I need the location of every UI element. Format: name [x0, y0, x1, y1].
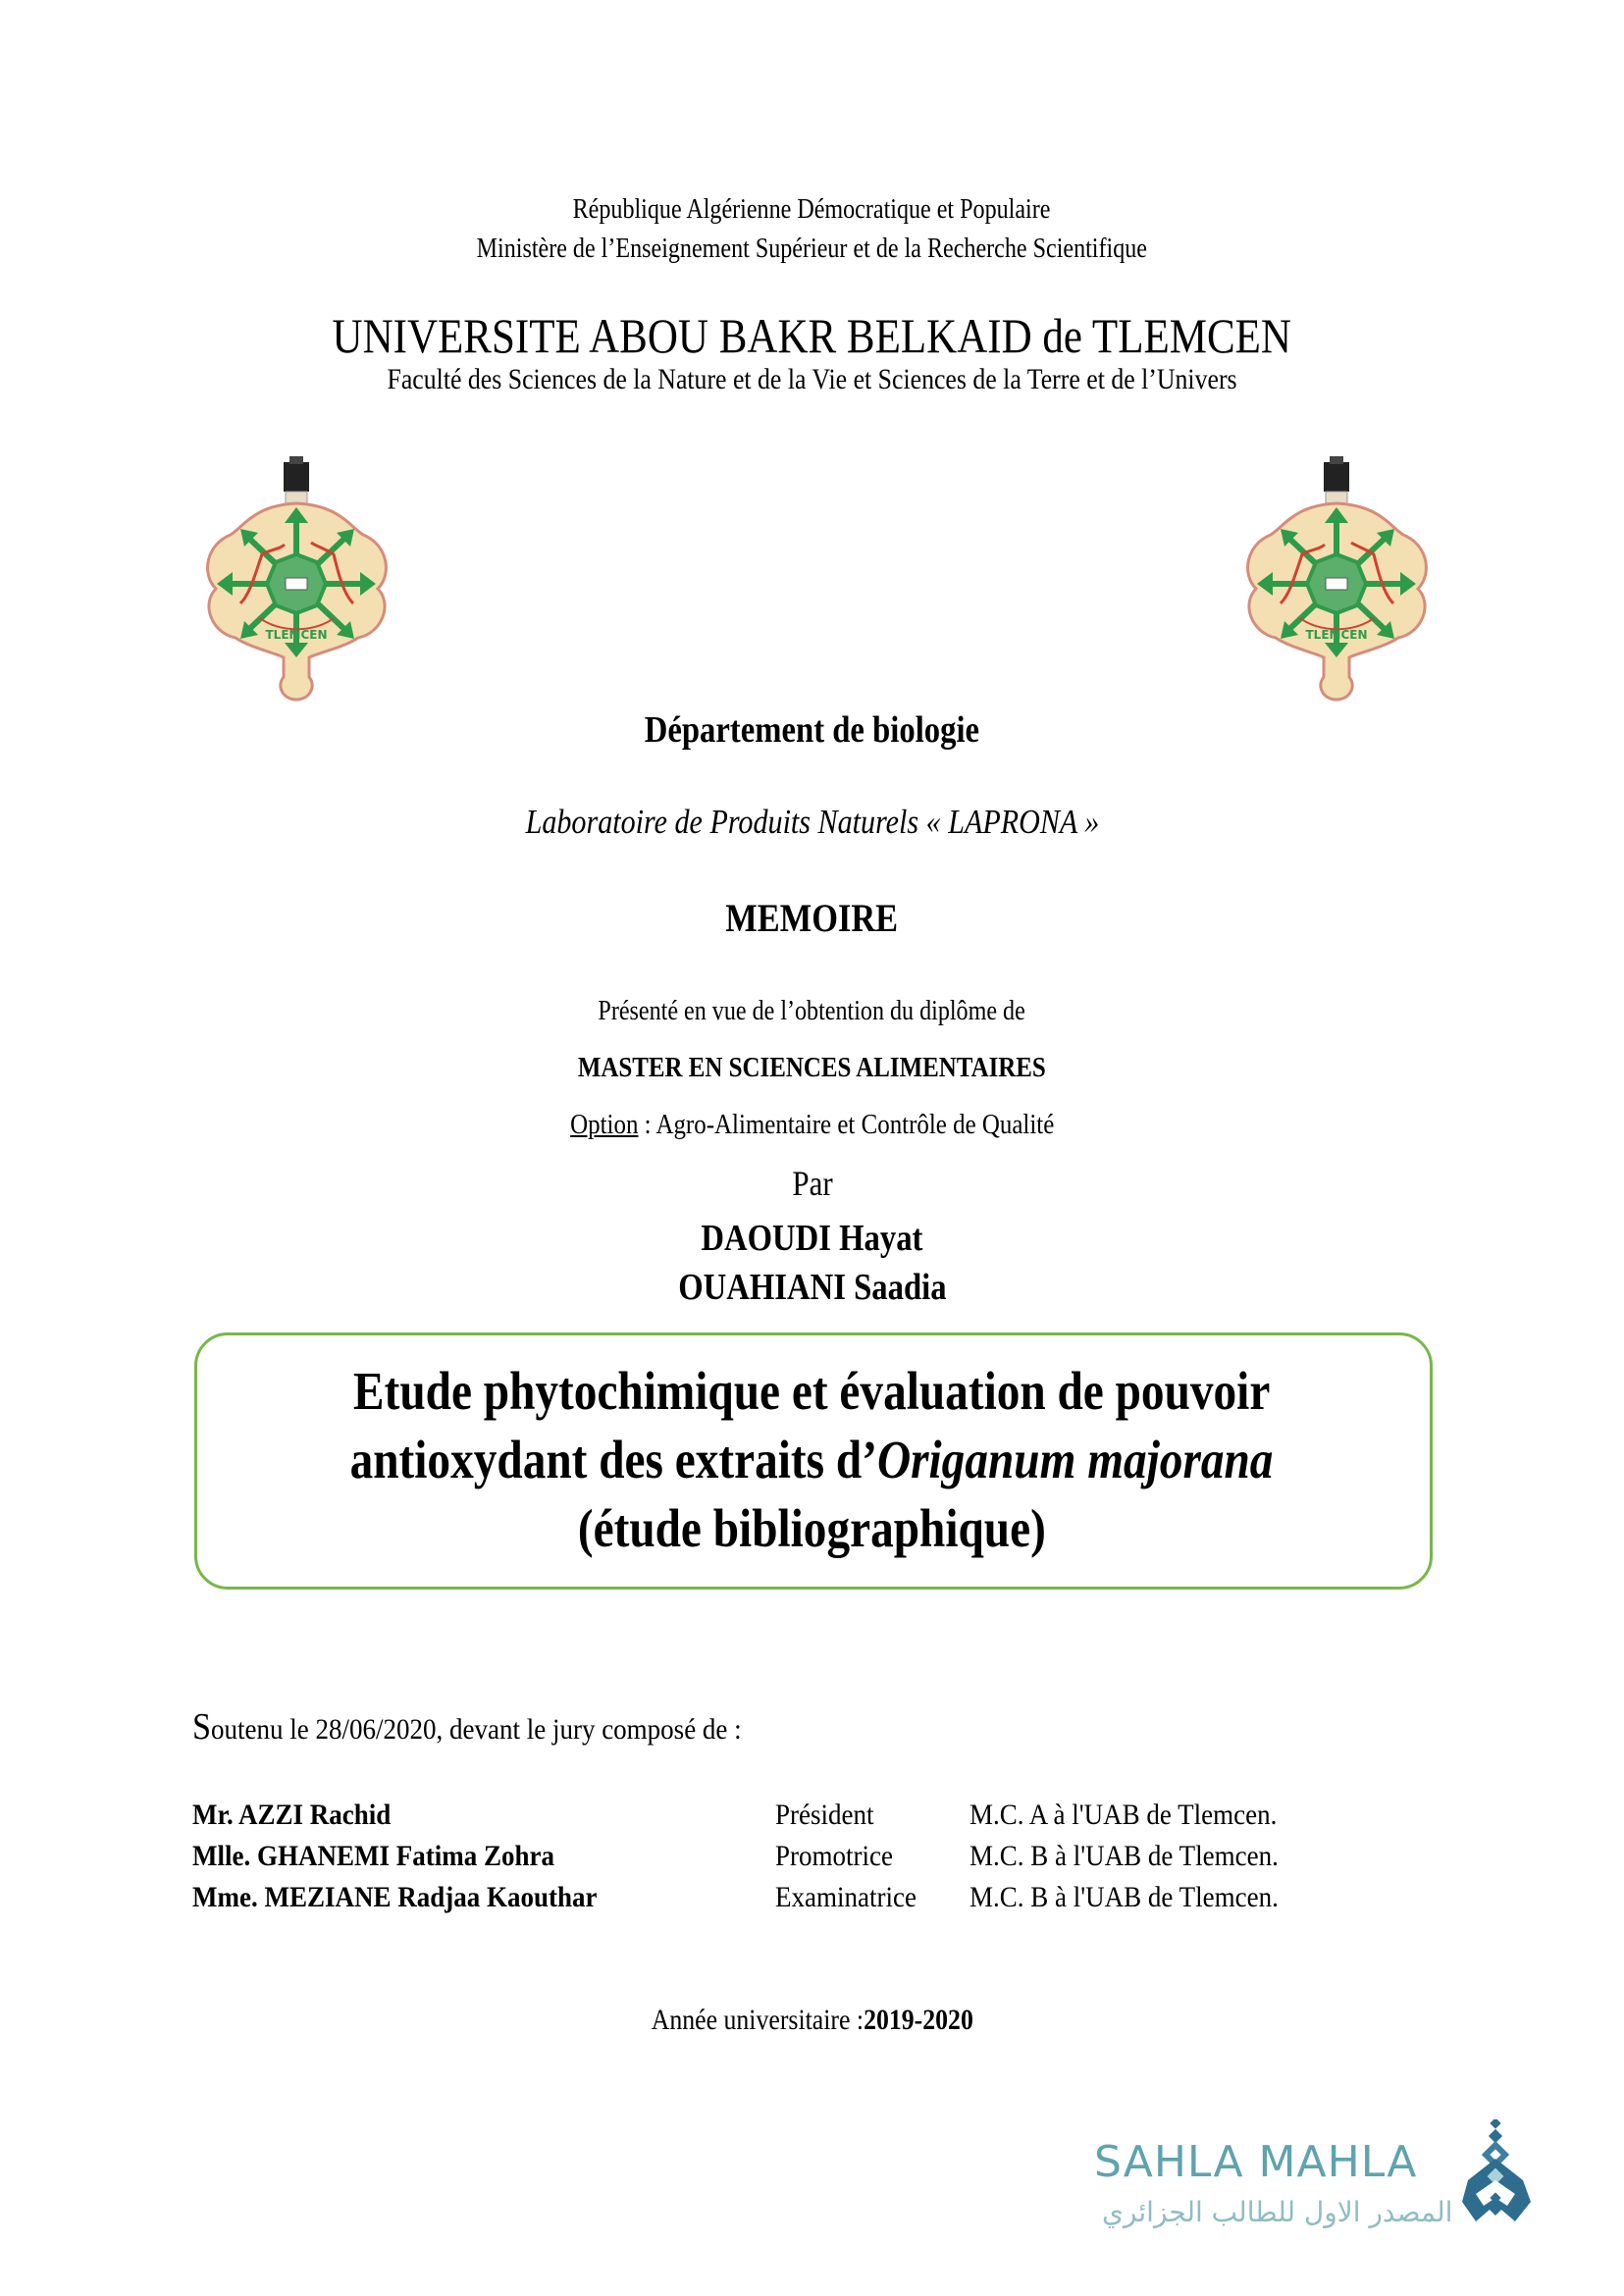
option-line	[0, 1109, 1624, 1141]
university-name	[0, 308, 1624, 363]
jury-member-role: Promotrice	[775, 1840, 893, 1872]
faculty-text: Faculté des Sciences de la Nature et de la Vie et Sciences de la Terre et de l’Univers	[387, 363, 1237, 395]
sahla-mahla-logo-icon	[1462, 2119, 1533, 2227]
ministry-line	[0, 232, 1624, 267]
svg-text:TLEMCEN: TLEMCEN	[265, 628, 328, 642]
by-label	[0, 1163, 1624, 1204]
presented-for-line	[0, 996, 1624, 1027]
svg-text:TLEMCEN: TLEMCEN	[1305, 628, 1368, 642]
defense-initial: S	[192, 1706, 212, 1748]
jury-row	[192, 1799, 1468, 1838]
species-name: Origanum majorana	[877, 1430, 1274, 1489]
degree-text: MASTER EN SCIENCES ALIMENTAIRES	[578, 1052, 1046, 1083]
academic-year	[0, 2004, 1624, 2037]
laboratory-name	[0, 803, 1624, 842]
academic-year-value: 2019-2020	[863, 2004, 973, 2036]
jury-member-grade: M.C. B à l'UAB de Tlemcen.	[969, 1881, 1279, 1913]
jury-member-role: Examinatrice	[775, 1881, 917, 1913]
thesis-title-line-3	[0, 1495, 1624, 1562]
university-logo-right	[1241, 456, 1433, 702]
defense-statement	[192, 1705, 803, 1748]
jury-row	[192, 1840, 1468, 1879]
jury-member-name: Mme. MEZIANE Radjaa Kaouthar	[192, 1881, 598, 1913]
department-heading	[0, 708, 1624, 752]
thesis-title-line-1	[0, 1358, 1624, 1425]
jury-row	[192, 1881, 1468, 1920]
author-name: DAOUDI Hayat	[701, 1218, 923, 1259]
department-text: Département de biologie	[644, 709, 980, 751]
document-type-text: MEMOIRE	[725, 896, 899, 940]
jury-member-grade: M.C. B à l'UAB de Tlemcen.	[969, 1840, 1279, 1872]
jury-member-role: Président	[775, 1799, 874, 1831]
ministry-text: Ministère de l’Enseignement Supérieur et de la Recherche Scientifique	[476, 234, 1148, 264]
degree-name	[0, 1052, 1624, 1084]
author-2	[0, 1266, 1624, 1309]
jury-member-grade: M.C. A à l'UAB de Tlemcen.	[969, 1799, 1278, 1831]
thesis-title-line-2	[0, 1427, 1624, 1493]
university-emblem-icon	[201, 456, 393, 702]
jury-member-name: Mr. AZZI Rachid	[192, 1799, 392, 1831]
academic-year-label: Année universitaire :	[651, 2004, 864, 2036]
title-text: (étude bibliographique)	[577, 1498, 1047, 1558]
university-emblem-icon	[1241, 456, 1433, 702]
faculty-name	[0, 363, 1624, 396]
watermark-brand: SAHLA MAHLA	[1094, 2137, 1418, 2187]
author-1	[0, 1217, 1624, 1260]
watermark-tagline: المصدر الاول للطالب الجزائري	[1102, 2196, 1453, 2228]
defense-text: outenu le 28/06/2020, devant le jury composé de :	[211, 1713, 742, 1746]
university-logo-left	[201, 456, 393, 702]
option-label: Option	[569, 1109, 639, 1140]
title-text: antioxydant des extraits d’	[350, 1430, 878, 1489]
document-type	[0, 895, 1624, 941]
title-text: Etude phytochimique et évaluation de pouvoir	[353, 1361, 1271, 1421]
author-name: OUAHIANI Saadia	[677, 1267, 947, 1308]
sahla-mahla-watermark	[1094, 2119, 1565, 2247]
republic-line	[0, 192, 1624, 228]
presented-for-text: Présenté en vue de l’obtention du diplôme de	[598, 996, 1026, 1026]
laboratory-text: Laboratoire de Produits Naturels « LAPRONA »	[525, 803, 1099, 841]
republic-text: République Algérienne Démocratique et Populaire	[573, 194, 1051, 225]
jury-member-name: Mlle. GHANEMI Fatima Zohra	[192, 1840, 554, 1872]
by-text: Par	[791, 1164, 833, 1203]
option-value: : Agro-Alimentaire et Contrôle de Qualité	[638, 1109, 1055, 1140]
university-text: UNIVERSITE ABOU BAKR BELKAID de TLEMCEN	[332, 308, 1292, 363]
